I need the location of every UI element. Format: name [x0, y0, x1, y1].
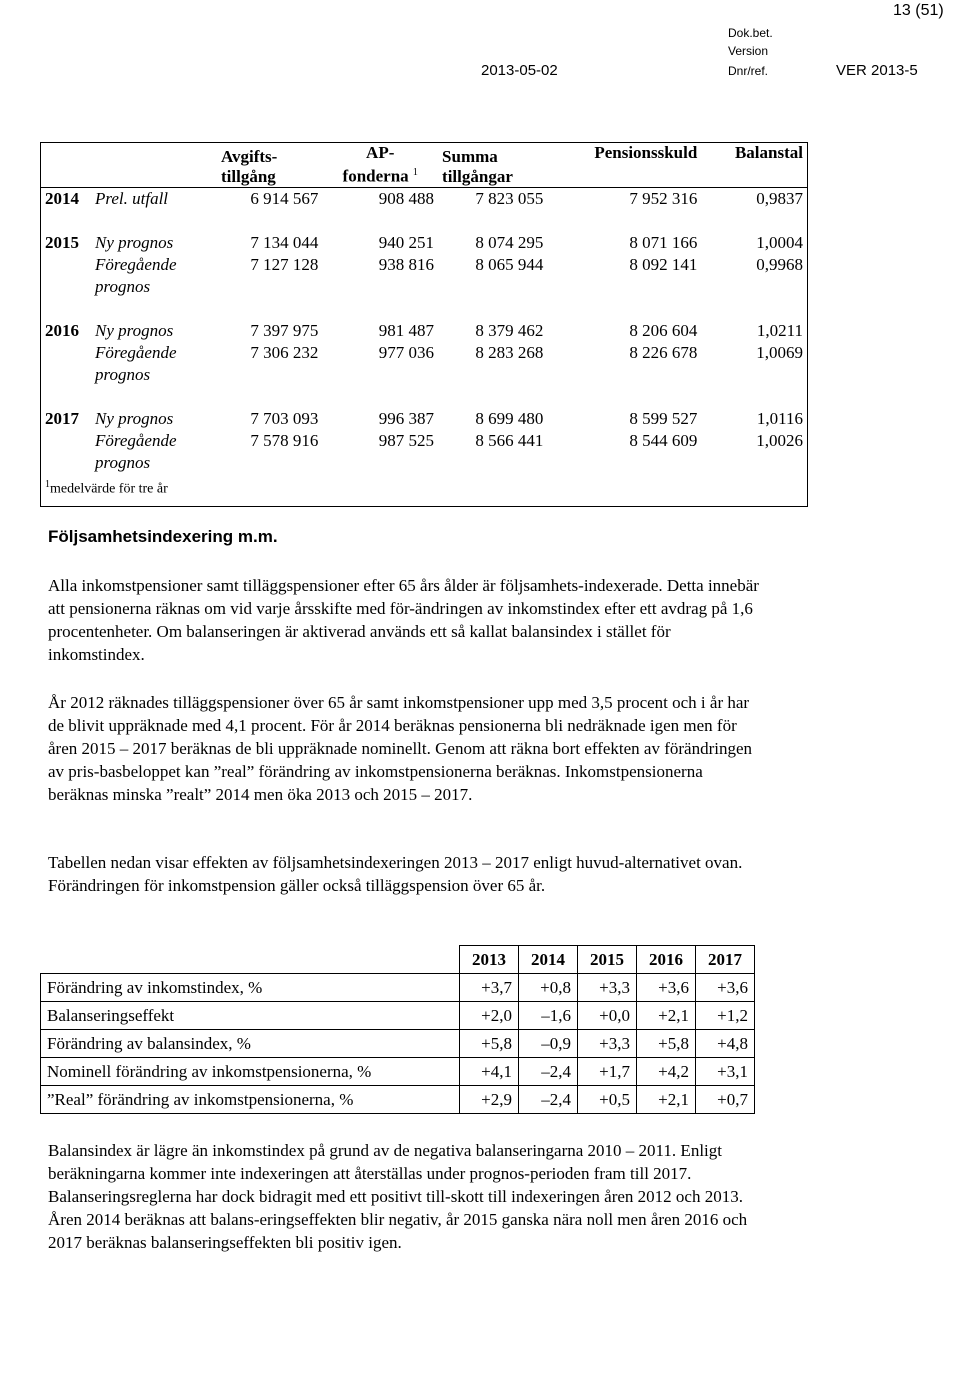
page-number: 13 (51): [893, 2, 944, 19]
table-header-row: [41, 143, 808, 188]
paragraph-1: Alla inkomstpensioner samt tilläggspensioner efter 65 års ålder är följsamhets-indexerade. Detta innebär att pensionerna räknas om vid varje årsskifte med för-ändringen av inkomstindex efter ett avdrag på 1,6 procentenheter. Om balanseringen är aktiverad används ett så kallat balansindex i stället för inkomstindex.: [48, 576, 759, 664]
doc-label: Dok.bet.: [728, 26, 773, 40]
table-footnote-row: $^1$medelvärde för tre år: [41, 474, 808, 507]
balance-table: [40, 142, 808, 507]
table-row-2016-prev: Föregående prognos 7 306 232 977 036 8 283 268 8 226 678 1,0069: [41, 342, 808, 386]
col-skuld: Pensionsskuld: [547, 143, 701, 188]
table-row: Förändring av inkomstindex, % +3,7 +0,8 +3,3 +3,6 +3,6: [41, 974, 755, 1002]
col-summa: Summa tillgångar: [438, 143, 547, 188]
col-balans: Balanstal: [701, 143, 807, 188]
table-row-2017-prev: Föregående prognos 7 578 916 987 525 8 566 441 8 544 609 1,0026: [41, 430, 808, 474]
year-2013: 2013: [460, 946, 519, 974]
paragraph-3: Tabellen nedan visar effekten av följsamhetsindexeringen 2013 – 2017 enligt huvud-alternativet ovan. Förändringen för inkomstpension gäller också tilläggspension över 65 år.: [48, 853, 743, 895]
paragraph-2: År 2012 räknades tilläggspensioner över 65 år samt inkomstpensioner upp med 3,5 procent och i år har de blivit uppräknade med 4,1 procent. För år 2014 beräknas pensionerna bli nedräknade igen men för åren 2015 – 2017 beräknas de bli uppräknade nominellt. Genom att räkna bort effekten av förändringen av pris-basbeloppet kan ”real” förändring av inkomstpensionerna beräknas. Inkomstpensionerna beräknas minska ”realt” 2014 men öka 2013 och 2015 – 2017.: [48, 693, 753, 804]
dnr-label: Dnr/ref.: [728, 64, 769, 78]
doc-version: VER 2013-5: [836, 62, 918, 79]
table-row: Balanseringseffekt +2,0 –1,6 +0,0 +2,1 +1,2: [41, 1002, 755, 1030]
year-2017: 2017: [696, 946, 755, 974]
table-row: Förändring av balansindex, % +5,8 –0,9 +3,3 +5,8 +4,8: [41, 1030, 755, 1058]
col-ap: AP- fonderna $^1$: [322, 143, 438, 188]
doc-date: 2013-05-02: [481, 62, 558, 79]
table-row-2017-new: 2017 Ny prognos 7 703 093 996 387 8 699 480 8 599 527 1,0116: [41, 408, 808, 430]
indexation-table: [40, 945, 755, 1114]
year-2016: 2016: [637, 946, 696, 974]
section-heading: Följsamhetsindexering m.m.: [48, 527, 278, 546]
col-avgift: Avgifts- tillgång: [217, 143, 322, 188]
indexation-header-row: [41, 946, 755, 974]
table-footnote: medelvärde för tre år: [50, 481, 168, 497]
year-2015: 2015: [578, 946, 637, 974]
version-label: Version: [728, 44, 769, 58]
table-row: ”Real” förändring av inkomstpensionerna, % +2,9 –2,4 +0,5 +2,1 +0,7: [41, 1086, 755, 1114]
year-2014: 2014: [519, 946, 578, 974]
table-row-2016-new: 2016 Ny prognos 7 397 975 981 487 8 379 462 8 206 604 1,0211: [41, 320, 808, 342]
table-row-2015-new: 2015 Ny prognos 7 134 044 940 251 8 074 295 8 071 166 1,0004: [41, 232, 808, 254]
table-row-2015-prev: Föregående prognos 7 127 128 938 816 8 065 944 8 092 141 0,9968: [41, 254, 808, 298]
table-row: Nominell förändring av inkomstpensionerna, % +4,1 –2,4 +1,7 +4,2 +3,1: [41, 1058, 755, 1086]
table-row-2014: 2014 Prel. utfall 6 914 567 908 488 7 823 055 7 952 316 0,9837: [41, 187, 808, 210]
paragraph-4: Balansindex är lägre än inkomstindex på grund av de negativa balanseringarna 2010 – 2011. Enligt beräkningarna kommer inte indexeringen att återställas under prognos-perioden fram till 2017. Balanseringsreglerna har dock bidragit med ett positivt till-skott till indexeringen åren 2012 och 2013. Åren 2014 beräknas att balans-eringseffekten blir negativ, år 2015 ganska nära noll men åren 2016 och 2017 beräknas balanseringseffekten bli positiv igen.: [48, 1141, 748, 1252]
